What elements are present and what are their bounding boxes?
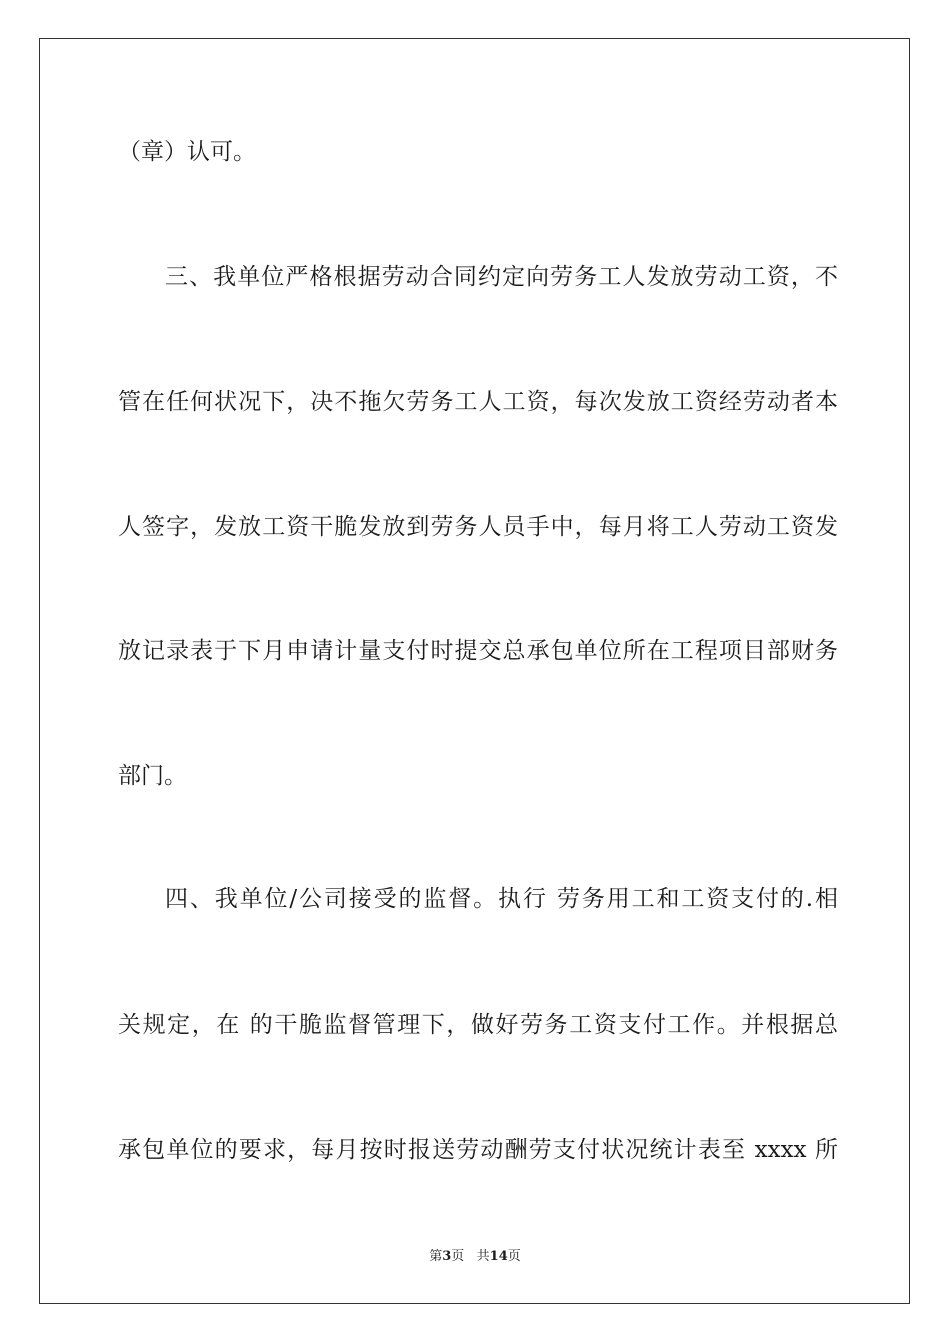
- text-line-8: 关规定，在 的干脆监督管理下，做好劳务工资支付工作。并根据总: [118, 1012, 838, 1038]
- text-line-2: 三、我单位严格根据劳动合同约定向劳务工人发放劳动工资，不: [165, 264, 838, 290]
- page-border: [39, 38, 910, 1304]
- footer-page-number: 3: [442, 1249, 452, 1264]
- footer-mid: 页 共: [451, 1249, 490, 1264]
- page-footer: [0, 1248, 950, 1266]
- text-line-5: 放记录表于下月申请计量支付时提交总承包单位所在工程项目部财务: [118, 638, 838, 664]
- text-line-9: 承包单位的要求，每月按时报送劳动酬劳支付状况统计表至 xxxx 所: [118, 1137, 838, 1163]
- footer-prefix: 第: [429, 1249, 443, 1264]
- text-line-4: 人签字，发放工资干脆发放到劳务人员手中，每月将工人劳动工资发: [118, 514, 838, 540]
- text-line-3: 管在任何状况下，决不拖欠劳务工人工资，每次发放工资经劳动者本: [118, 389, 838, 415]
- text-line-1: （章）认可。: [118, 139, 256, 165]
- text-line-6: 部门。: [118, 763, 187, 789]
- footer-total-pages: 14: [489, 1249, 508, 1264]
- footer-suffix: 页: [507, 1249, 521, 1264]
- text-line-7: 四、我单位/公司接受的监督。执行 劳务用工和工资支付的.相: [165, 886, 838, 912]
